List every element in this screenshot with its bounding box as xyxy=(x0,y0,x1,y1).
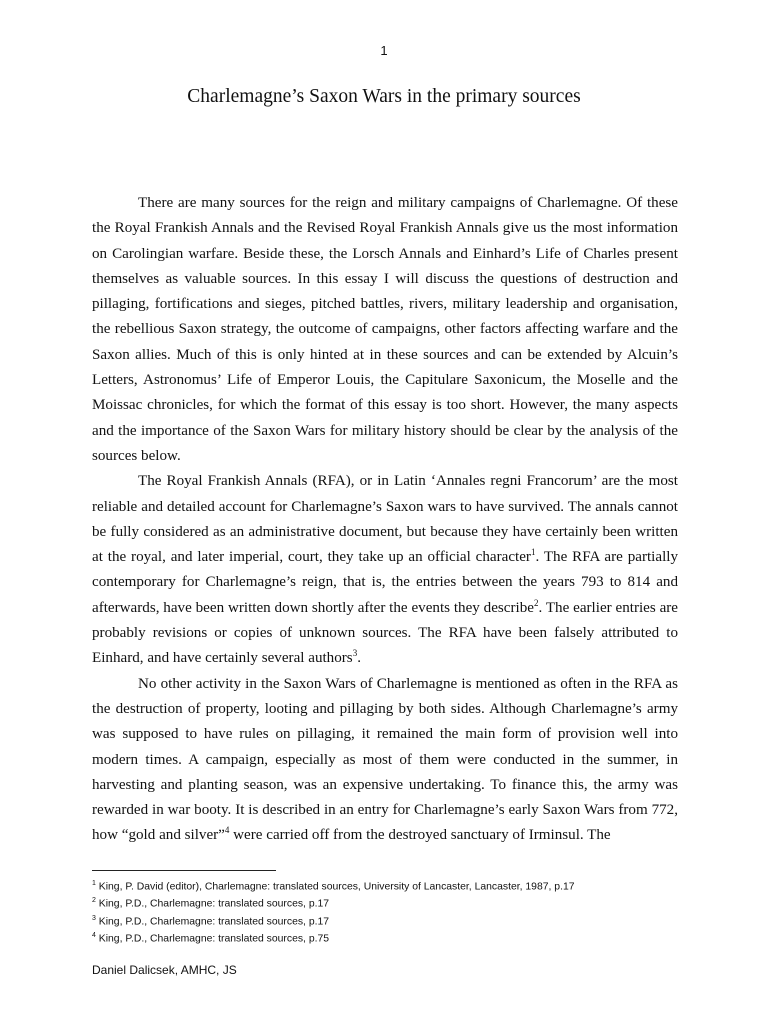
body-text xyxy=(92,191,678,849)
page-number: 1 xyxy=(380,43,388,58)
footnote xyxy=(92,894,692,911)
page-footer: Daniel Dalicsek, AMHC, JS xyxy=(92,963,237,977)
paragraph-text: No other activity in the Saxon Wars of Charlemagne is mentioned as often in the RFA as the destruction of property, looting and pillaging by both sides. Although Charlemagne’s army was supposed to have rules on pillaging, it remained the main form of provision well into modern times. A campaign, especially as most of them were conducted in the summer, in harvesting and planting season, was an expensive undertaking. To finance this, the army was rewarded in war booty. It is described in an entry for Charlemagne’s early Saxon Wars from 772, how “gold and silver” xyxy=(92,675,678,844)
paragraph-intro xyxy=(92,191,678,469)
footnote xyxy=(92,912,692,929)
footnote-ref-3: 3 xyxy=(352,648,358,659)
footnote-mark: 4 xyxy=(92,932,96,940)
paragraph-text: . The RFA are partially contemporary for Charlemagne’s reign, that is, the entries between the years 793 to 814 and afterwards, have been written down shortly after the events they describe xyxy=(92,549,679,616)
paragraph-text: . The earlier entries are probably revisions or copies of unknown sources. The RFA have been falsely attributed to Einhard, and have certainly several authors xyxy=(92,599,678,667)
footnote-mark: 1 xyxy=(92,880,96,887)
footnote-separator xyxy=(92,870,276,871)
footnote-mark: 2 xyxy=(92,897,96,905)
paragraph-text: were carried off from the destroyed sanctuary of Irminsul. The xyxy=(229,827,611,844)
page-title: Charlemagne’s Saxon Wars in the primary sources xyxy=(187,86,581,107)
paragraph-text: The Royal Frankish Annals (RFA), or in Latin ‘Annales regni Francorum’ are the most reliable and detailed account for Charlemagne’s Saxon wars to have survived. The annals cannot be fully considered as an administrative document, but because they have certainly been written at the royal, and later imperial, court, they take up an official character xyxy=(92,473,678,566)
footnote-mark: 3 xyxy=(92,914,96,922)
footnote-text: King, P. David (editor), Charlemagne: translated sources, University of Lancaster, Lancaster, 1987, p.17 xyxy=(95,881,575,893)
footnote-text: King, P.D., Charlemagne: translated sources, p.75 xyxy=(95,933,330,945)
paragraph-text: . xyxy=(357,650,361,667)
footnote xyxy=(92,877,692,894)
footnote-ref-1: 1 xyxy=(530,547,536,558)
footnotes xyxy=(92,877,692,947)
footnote xyxy=(92,929,692,946)
footnote-ref-2: 2 xyxy=(533,597,539,608)
footnote-text: King, P.D., Charlemagne: translated sources, p.17 xyxy=(95,916,330,928)
paragraph-pillaging xyxy=(92,672,678,849)
footnote-ref-4: 4 xyxy=(224,825,230,836)
paragraph-rfa xyxy=(92,469,678,671)
footnote-text: King, P.D., Charlemagne: translated sources, p.17 xyxy=(95,898,330,910)
paragraph-text: There are many sources for the reign and military campaigns of Charlemagne. Of these the Royal Frankish Annals and the Revised Royal Frankish Annals give us the most information on Carolingian warfare. Beside these, the Lorsch Annals and Einhard’s Life of Charles present themselves as valuable sources. In this essay I will discuss the questions of destruction and pillaging, fortifications and sieges, pitched battles, rivers, military leadership and organisation, the rebellious Saxon strategy, the outcome of campaigns, other factors affecting warfare and the Saxon allies. Much of this is only hinted at in these sources and can be extended by Alcuin’s Letters, Astronomus’ Life of Emperor Louis, the Capitulare Saxonicum, the Moselle and the Moissac chronicles, for which the format of this essay is too short. However, the many aspects and the importance of the Saxon Wars for military history should be clear by the analysis of the sources below. xyxy=(92,195,678,464)
